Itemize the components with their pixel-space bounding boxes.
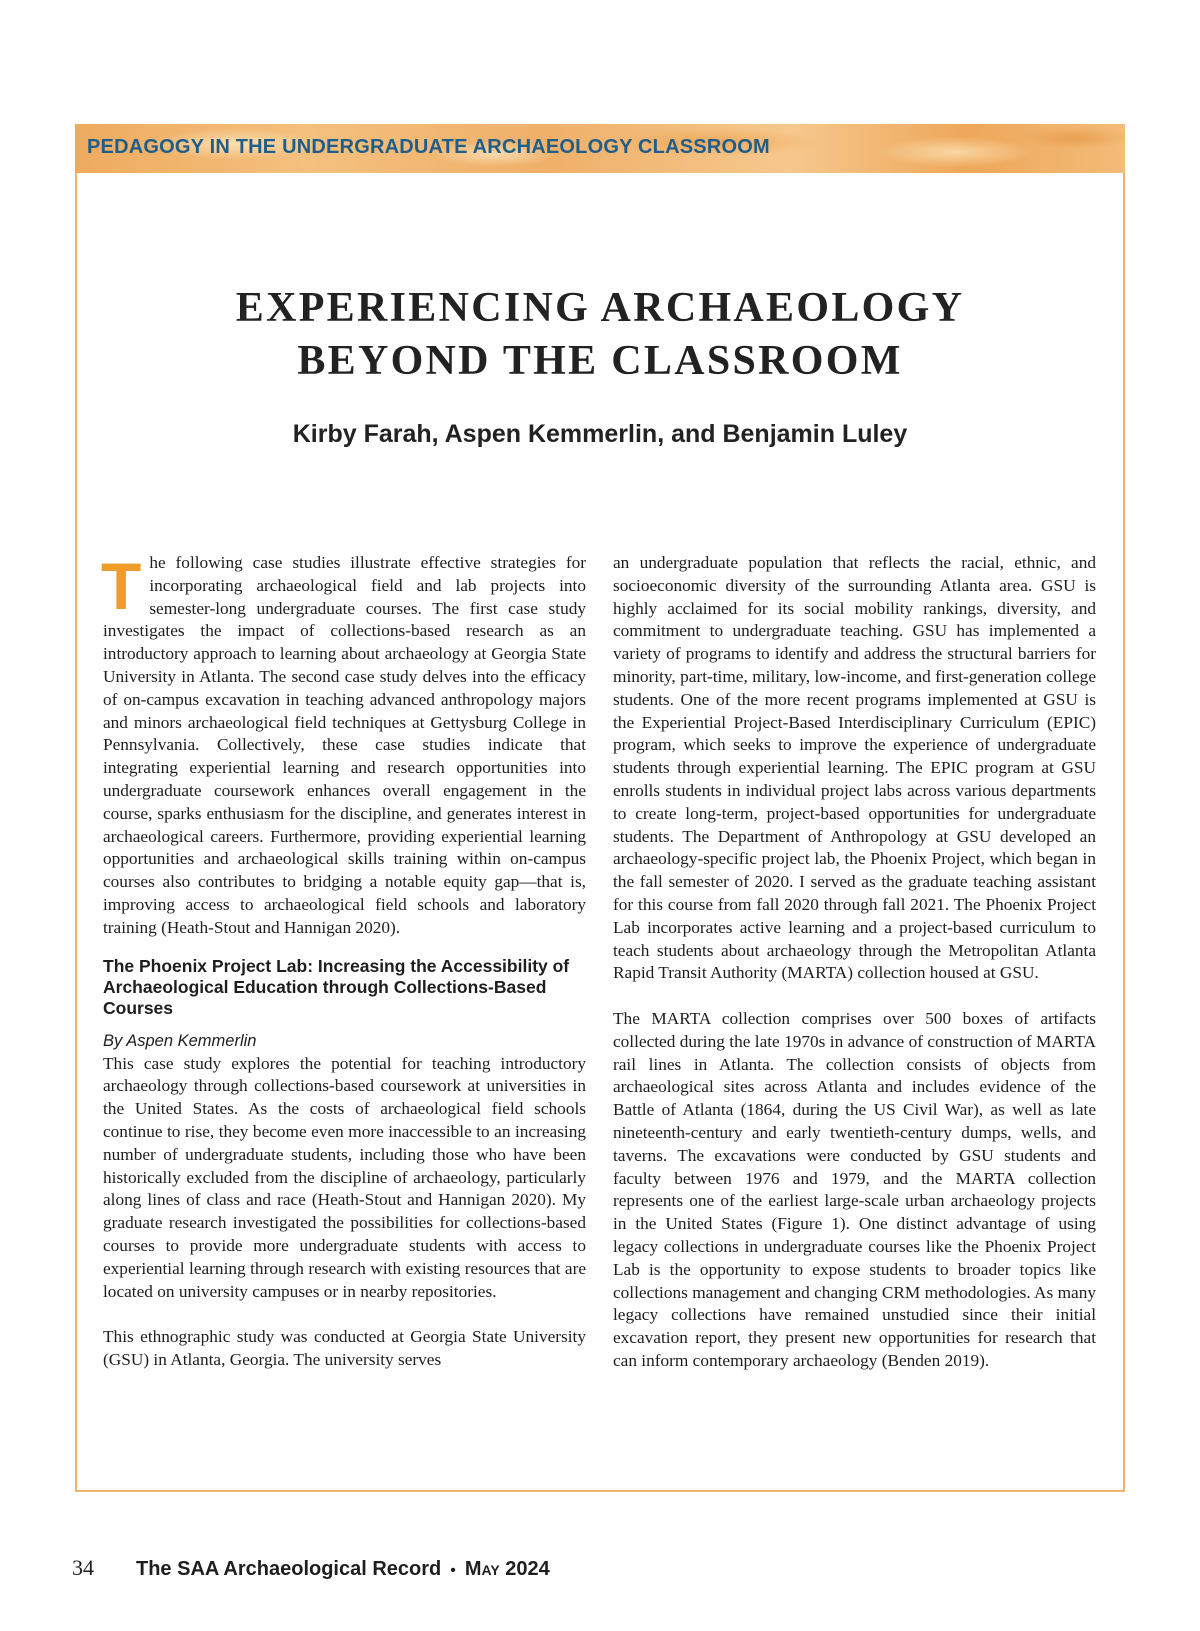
bullet-separator: •	[450, 1562, 456, 1579]
issue-date: May 2024	[464, 1558, 550, 1580]
body-paragraph: This case study explores the potential for teaching introductory archaeology through collections-based coursework at universities in the United States. As the costs of archaeological field schools continue to rise, they become even more inaccessible to an increasing number of undergraduate students, including those who have been historically excluded from the discipline of archaeology, particularly along lines of class and race (Heath-Stout and Hannigan 2020). My graduate research investigated the possibilities for collections-based courses to provide more undergraduate students with access to experiential learning through research with existing resources that are located on university campuses or in nearby repositories.	[103, 1053, 586, 1301]
intro-paragraph	[101, 549, 586, 940]
body-paragraph: This ethnographic study was conducted at Georgia State University (GSU) in Atlanta, Georgia. The university serves	[103, 1327, 586, 1369]
article-title-line-1: EXPERIENCING ARCHAEOLOGY	[235, 285, 965, 331]
page-footer	[72, 1555, 550, 1585]
paragraph-gap	[613, 985, 1096, 1008]
left-column	[101, 549, 586, 1372]
article-title-line-2: BEYOND THE CLASSROOM	[297, 338, 903, 384]
drop-cap: T	[101, 549, 142, 623]
intro-text: he following case studies illustrate effective strategies for incorporating archaeological field and lab projects into semester-long undergraduate courses. The first case study investigates the impact of collections-based research as an introductory approach to learning about archaeology at Georgia State University in Atlanta. The second case study delves into the efficacy of on-campus excavation in teaching advanced anthropology majors and minors archaeological field techniques at Gettysburg College in Pennsylvania. Collectively, these case studies indicate that integrating experiential learning and research opportunities into undergraduate coursework enhances overall engagement in the course, sparks enthusiasm for the discipline, and generates interest in archaeological careers. Furthermore, providing experiential learning opportunities and archaeological skills training within on-campus courses also contributes to bridging a notable equity gap—that is, improving access to archaeological field schools and laboratory training (Heath-Stout and Hannigan 2020).	[103, 553, 586, 937]
paragraph-gap	[103, 1303, 586, 1326]
article-authors: Kirby Farah, Aspen Kemmerlin, and Benjamin Luley	[292, 420, 908, 448]
journal-name: The SAA Archaeological Record	[136, 1558, 442, 1580]
right-column	[613, 552, 1096, 1373]
body-paragraph: an undergraduate population that reflects the racial, ethnic, and socioeconomic diversity of the surrounding Atlanta area. GSU is highly acclaimed for its social mobility rankings, diversity, and commitment to undergraduate teaching. GSU has implemented a variety of programs to identify and address the structural barriers for minority, part-time, military, low-income, and first-generation college students. One of the more recent programs implemented at GSU is the Experiential Project-Based Interdisciplinary Curriculum (EPIC) program, which seeks to improve the experience of undergraduate students through experiential learning. The EPIC program at GSU enrolls students in individual project labs across various departments to create long-term, project-based opportunities for undergraduate students. The Department of Anthropology at GSU developed an archaeology-specific project lab, the Phoenix Project, which began in the fall semester of 2020. I served as the graduate teaching assistant for this course from fall 2020 through fall 2021. The Phoenix Project Lab incorporates active learning and a project-based curriculum to teach students about archaeology through the Metropolitan Atlanta Rapid Transit Authority (MARTA) collection housed at GSU.	[613, 553, 1096, 983]
section-byline: By Aspen Kemmerlin	[103, 1031, 257, 1050]
article-title	[75, 282, 1125, 388]
body-paragraph: The MARTA collection comprises over 500 boxes of artifacts collected during the late 1970s in advance of construction of MARTA rail lines in Atlanta. The collection consists of objects from archaeological sites across Atlanta and includes evidence of the Battle of Atlanta (1864, during the US Civil War), as well as late nineteenth-century and early twentieth-century dumps, wells, and taverns. The excavations were conducted by GSU students and faculty between 1976 and 1979, and the MARTA collection represents one of the earliest large-scale urban archaeology projects in the United States (Figure 1). One distinct advantage of using legacy collections in undergraduate courses like the Phoenix Project Lab is the opportunity to expose students to broader topics like collections management and changing CRM methodologies. As many legacy collections have remained unstudied since their initial excavation report, they present new opportunities for research that can inform contemporary archaeology (Benden 2019).	[613, 1008, 1096, 1370]
section-banner-label: PEDAGOGY IN THE UNDERGRADUATE ARCHAEOLOGY CLASSROOM	[87, 136, 770, 158]
page-number: 34	[72, 1555, 94, 1580]
section-heading: The Phoenix Project Lab: Increasing the Accessibility of Archaeological Education through Collections-Based Courses	[103, 955, 570, 1018]
section-banner	[75, 124, 1125, 173]
